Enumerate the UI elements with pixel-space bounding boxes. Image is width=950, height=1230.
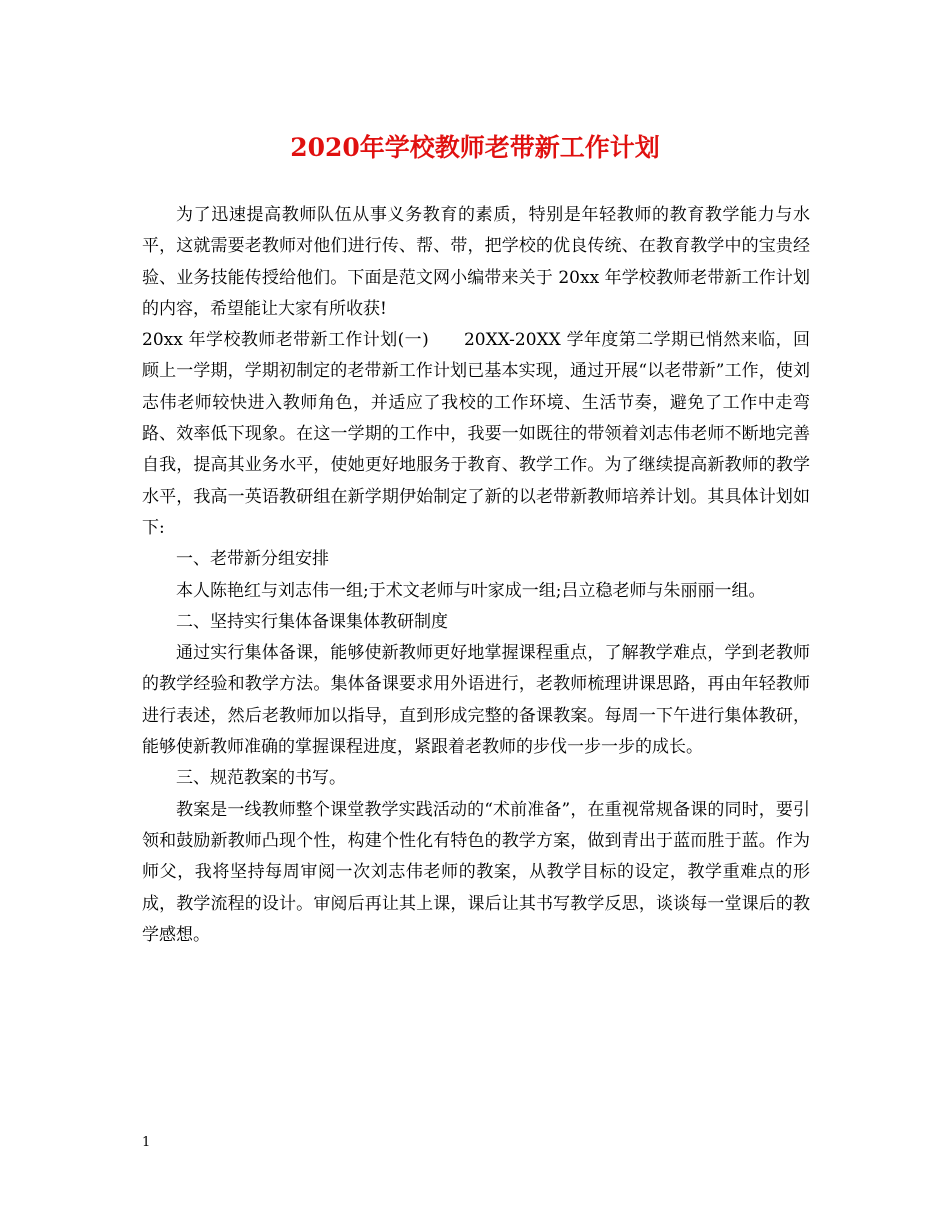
section-heading-lesson-plans: 三、规范教案的书写。 (176, 768, 346, 789)
grouping-paragraph: 本人陈艳红与刘志伟一组;于术文老师与叶家成一组;吕立稳老师与朱丽丽一组。 (176, 580, 766, 601)
section-heading-collective-prep: 二、坚持实行集体备课集体教研制度 (176, 611, 448, 632)
collective-prep-paragraph: 通过实行集体备课，能够使新教师更好地掌握课程重点，了解教学难点，学到老教师的教学经验和教学方法。集体备课要求用外语进行，老教师梳理讲课思路，再由年轻教师进行表述，然后老教师加以指导，直到形成完整的备课教案。每周一下午进行集体教研，能够使新教师准确的掌握课程进度，紧跟着老教师的步伐一步一步的成长。 (142, 643, 810, 758)
document-body (142, 200, 810, 951)
plan-paragraph: 20xx 年学校教师老带新工作计划(一) 20XX-20XX 学年度第二学期已悄然来临，回顾上一学期，学期初制定的老带新工作计划已基本实现，通过开展“以老带新”工作，使刘志伟老师较快进入教师角色，并适应了我校的工作环境、生活节奏，避免了工作中走弯路、效率低下现象。在这一学期的工作中，我要一如既往的带领着刘志伟老师不断地完善自我，提高其业务水平，使她更好地服务于教育、教学工作。为了继续提高新教师的教学水平，我高一英语教研组在新学期伊始制定了新的以老带新教师培养计划。其具体计划如下: (142, 330, 810, 538)
page-title: 2020年学校教师老带新工作计划 (290, 133, 660, 162)
intro-paragraph: 为了迅速提高教师队伍从事义务教育的素质，特别是年轻教师的教育教学能力与水平，这就需要老教师对他们进行传、帮、带，把学校的优良传统、在教育教学中的宝贵经验、业务技能传授给他们。下面是范文网小编带来关于 20xx 年学校教师老带新工作计划的内容，希望能让大家有所收获! (142, 205, 810, 319)
lesson-plans-paragraph: 教案是一线教师整个课堂教学实践活动的“术前准备”，在重视常规备课的同时，要引领和鼓励新教师凸现个性，构建个性化有特色的教学方案，做到青出于蓝而胜于蓝。作为师父，我将坚持每周审阅一次刘志伟老师的教案，从教学目标的设定，教学重难点的形成，教学流程的设计。审阅后再让其上课，课后让其书写教学反思，谈谈每一堂课后的教学感想。 (142, 799, 810, 945)
page-number: 1 (142, 1135, 151, 1150)
section-heading-grouping: 一、老带新分组安排 (176, 549, 329, 570)
